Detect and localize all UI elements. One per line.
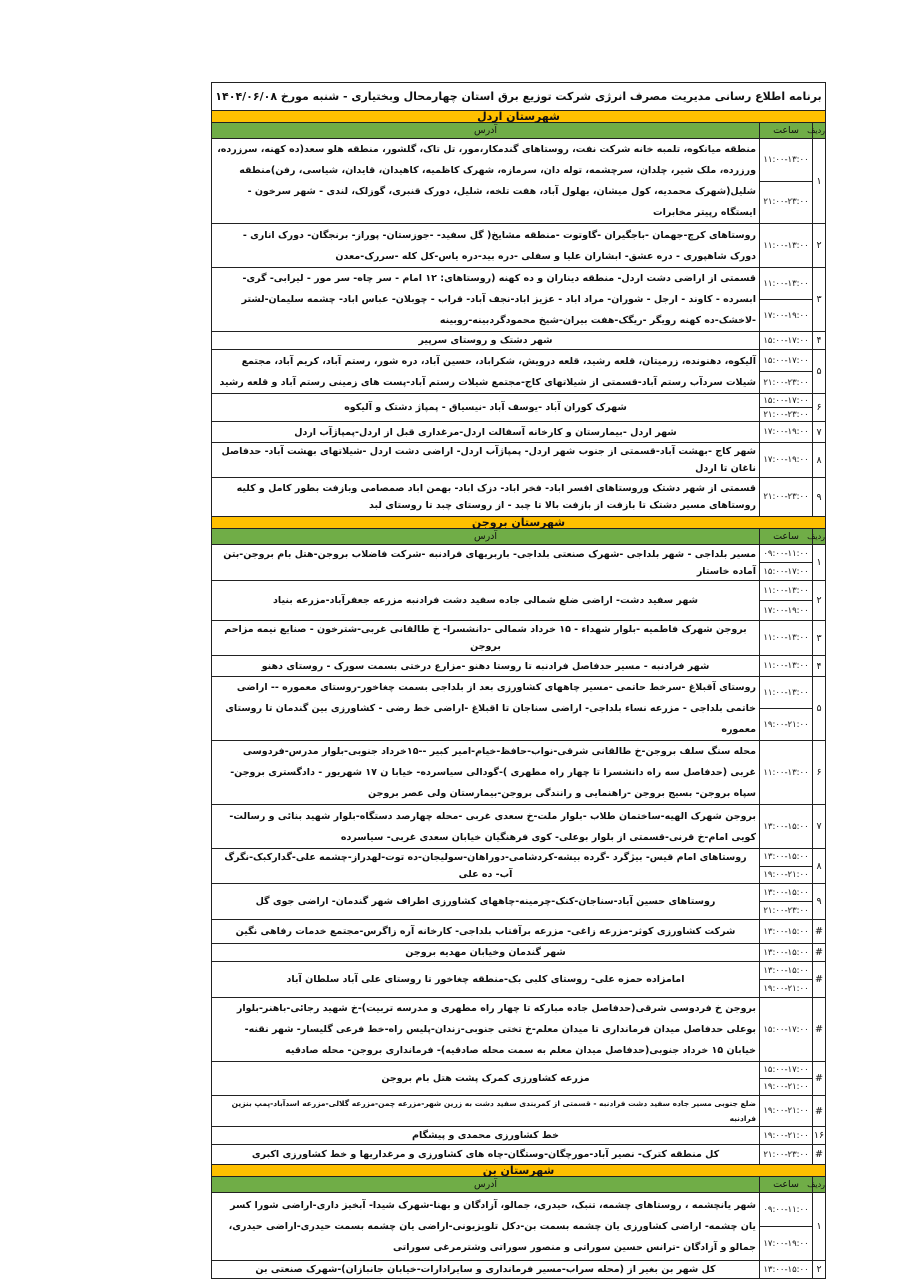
address-cell: شهر دشتک و روستای سرپیر	[212, 332, 760, 350]
table-row	[212, 478, 826, 517]
time-slot: ۱۵:۰۰-۱۷:۰۰	[760, 563, 813, 581]
address-cell: شهرک کوران آباد -یوسف آباد -نیسیاق - پمپاژ دشتک و آلیکوه	[212, 394, 760, 422]
row-number: #	[813, 944, 826, 962]
row-number: ۲	[813, 581, 826, 621]
address-cell: بروجن شهرک فاطمیه -بلوار شهداء - ۱۵ خرداد شمالی -دانشسرا- خ طالقانی غربی-شترخون - صنایع نیمه مزاحم بروجن	[212, 621, 760, 656]
time-slot: ۱۳:۰۰-۱۵:۰۰	[760, 962, 813, 980]
address-cell: روستای آقبلاغ -سرخط حاتمی -مسیر چاههای کشاورزی بعد از بلداجی بسمت چغاخور-روستای معموره -- اراضی خاتمی بلداجی - مزرعه نساء بلداجی- اراضی سناجان تا اقبلاغ -اراضی خط رضی - کشاورزی بین گندمان تا روستای معموره	[212, 677, 760, 741]
row-number: ۱	[813, 1193, 826, 1261]
row-number: ۶	[813, 741, 826, 805]
table-row	[212, 224, 826, 268]
address-cell: کل منطقه کترک- نصیر آباد-مورچگان-وستگان-چاه های کشاورزی و مرغداریها و خط کشاورزی اکبری	[212, 1145, 760, 1165]
address-cell: قسمتی از اراضی دشت اردل- منطقه دیناران و ده کهنه (روستاهای: ۱۲ امام - سر چاه- سر مور - لیرابی- گری- ابسرده - کاوند - ارجل - شوران- مراد اباد - عزیز اباد-نجف آباد- قراب - چوبلان- عباس اباد- چشمه سلیمان-لشتر -لاخشک-ده کهنه رویگر -ریگک-هفت بیران-شیخ محمودگردبینه-روبینه	[212, 268, 760, 332]
column-header-time: ساعت	[760, 123, 813, 139]
schedule-table	[211, 82, 826, 1279]
address-cell: شهر گندمان وخیابان مهدیه بروجن	[212, 944, 760, 962]
row-number: ۴	[813, 332, 826, 350]
address-cell: آلیکوه، دهنونده، زرمیتان، قلعه رشید، قلعه درویش، شکراباد، حسین آباد، دره شور، رستم آباد، کریم آباد، مجتمع شیلات سردآب رستم آباد-قسمتی از شیلاتهای کاج-مجتمع شیلات رستم آباد-پست های زمینی رستم آباد و قلعه رشید	[212, 350, 760, 394]
time-slot: ۱۷:۰۰-۱۹:۰۰	[760, 422, 813, 443]
table-row	[212, 621, 826, 656]
time-slot: ۱۵:۰۰-۱۷:۰۰	[760, 998, 813, 1062]
table-row	[212, 350, 826, 372]
county-header: شهرستان بن	[212, 1165, 826, 1177]
time-slot: ۱۱:۰۰-۱۳:۰۰	[760, 139, 813, 182]
table-row	[212, 962, 826, 980]
table-row	[212, 332, 826, 350]
time-slot: ۰۹:۰۰-۱۱:۰۰	[760, 1193, 813, 1227]
address-cell: امامزاده حمزه علی- روستای کلبی بک-منطقه چغاخور تا روستای علی آباد سلطان آباد	[212, 962, 760, 998]
row-number: ۷	[813, 422, 826, 443]
time-slot: ۰۹:۰۰-۱۱:۰۰	[760, 545, 813, 563]
table-row	[212, 1145, 826, 1165]
county-header: شهرستان اردل	[212, 111, 826, 123]
address-cell: مزرعه کشاورزی کمرک پشت هتل بام بروجن	[212, 1062, 760, 1096]
outage-schedule-sheet	[211, 82, 826, 1279]
column-header-time: ساعت	[760, 529, 813, 545]
table-row	[212, 139, 826, 182]
time-slot: ۱۹:۰۰-۲۱:۰۰	[760, 1079, 813, 1096]
time-slot: ۲۱:۰۰-۲۳:۰۰	[760, 181, 813, 224]
time-slot: ۱۵:۰۰-۱۷:۰۰	[760, 332, 813, 350]
time-slot: ۱۱:۰۰-۱۳:۰۰	[760, 677, 813, 709]
address-cell: قسمتی از شهر دشتک وروستاهای افسر اباد- فخر اباد- دزک اباد- بهمن اباد صمصامی وبازفت بطور کامل و کلیه روستاهای مسیر دشتک تا بازفت از بازفت بالا تا چبد - از روستای چبد تا روستای لبد	[212, 478, 760, 517]
time-slot: ۲۱:۰۰-۲۳:۰۰	[760, 478, 813, 517]
row-number: ۹	[813, 884, 826, 920]
time-slot: ۱۹:۰۰-۲۱:۰۰	[760, 1127, 813, 1145]
row-number: ۱	[813, 545, 826, 581]
table-row	[212, 268, 826, 300]
table-row	[212, 741, 826, 805]
row-number: ۸	[813, 443, 826, 478]
column-header-address: آدرس	[212, 123, 760, 139]
table-row	[212, 1127, 826, 1145]
table-row	[212, 884, 826, 902]
time-slot: ۱۳:۰۰-۱۵:۰۰	[760, 920, 813, 944]
address-cell: شرکت کشاورزی کوثر-مزرعه زاغی- مزرعه برآفتاب بلداجی- کارخانه آره زاگرس-مجتمع خدمات رفاهی نگین	[212, 920, 760, 944]
county-header: شهرستان بروجن	[212, 517, 826, 529]
row-number: ۹	[813, 478, 826, 517]
time-slot: ۱۱:۰۰-۱۳:۰۰	[760, 224, 813, 268]
time-slot: ۱۱:۰۰-۱۳:۰۰	[760, 581, 813, 601]
table-row	[212, 944, 826, 962]
table-row	[212, 1062, 826, 1079]
column-header-row: ردیف	[813, 1177, 826, 1193]
row-number: ۸	[813, 849, 826, 884]
column-header-address: آدرس	[212, 529, 760, 545]
time-slot: ۱۳:۰۰-۱۵:۰۰	[760, 849, 813, 867]
address-cell: خط کشاورزی محمدی و پیشگام	[212, 1127, 760, 1145]
row-number: ۵	[813, 677, 826, 741]
row-number: #	[813, 998, 826, 1062]
time-slot: ۲۱:۰۰-۲۳:۰۰	[760, 372, 813, 394]
time-slot: ۱۳:۰۰-۱۵:۰۰	[760, 884, 813, 902]
table-row	[212, 443, 826, 478]
address-cell: شهر فرادنبه - مسیر حدفاصل فرادنبه تا روستا دهنو -مزارع درختی بسمت سورک - روستای دهنو	[212, 656, 760, 677]
row-number: ۱	[813, 139, 826, 224]
document-title: برنامه اطلاع رسانی مدیریت مصرف انرژی شرکت توزیع برق استان چهارمحال وبختیاری - شنبه مورخ ۱۴۰۴/۰۶/۰۸	[212, 83, 826, 111]
address-cell: محله سنگ سلف بروجن-خ طالقانی شرقی-نواب-حافظ-خیام-امیر کبیر --۱۵خرداد جنوبی-بلوار مدرس-فردوسی غربی (حدفاصل سه راه دانشسرا تا چهار راه مطهری )-گودالی سیاسرده- خیابا ن ۱۷ شهریور - دادگستری بروجن- سپاه بروجن- بسیج بروجن -راهنمایی و رانندگی بروجن-بیمارستان ولی عصر بروجن	[212, 741, 760, 805]
column-header-time: ساعت	[760, 1177, 813, 1193]
row-number: ۳	[813, 621, 826, 656]
column-header-row: ردیف	[813, 123, 826, 139]
table-row	[212, 998, 826, 1062]
row-number: ۷	[813, 805, 826, 849]
table-row	[212, 849, 826, 867]
column-header-row: ردیف	[813, 529, 826, 545]
address-cell: شهر اردل -بیمارستان و کارخانه آسفالت اردل-مرغداری قبل از اردل-پمپاژآب اردل	[212, 422, 760, 443]
table-row	[212, 656, 826, 677]
time-slot: ۲۱:۰۰-۲۳:۰۰	[760, 408, 813, 422]
time-slot: ۱۷:۰۰-۱۹:۰۰	[760, 443, 813, 478]
address-cell: روستاهای کرچ-جهمان -باجگیران -گاوتوت -منطقه مشایخ( گل سفید- -جوزستان- پوراز- برنجگان- دورک اناری - دورک شاهپوری - دره عشق- ابشاران علیا و سفلی -دره بید-دره یاس-کل کله -سررک-معدن	[212, 224, 760, 268]
table-row	[212, 677, 826, 709]
table-row	[212, 394, 826, 408]
table-row	[212, 545, 826, 563]
row-number: ۱۶	[813, 1127, 826, 1145]
time-slot: ۲۱:۰۰-۲۳:۰۰	[760, 902, 813, 920]
table-row	[212, 1096, 826, 1127]
address-cell: بروجن خ فردوسی شرقی(حدفاصل جاده مبارکه تا چهار راه مطهری و مدرسه تربیت)-خ شهید رجائی-باهنر-بلوار بوعلی حدفاصل میدان فرمانداری تا میدان معلم-خ تختی جنوبی-زندان-پلیس راه-خط فرعی گلیسار- شهر نقنه- خیابان ۱۵ خرداد جنوبی(حدفاصل میدان معلم به سمت محله صادقیه)- فرمانداری بروجن- محله صادقیه	[212, 998, 760, 1062]
row-number: ۶	[813, 394, 826, 422]
address-cell: مسیر بلداجی - شهر بلداجی -شهرک صنعتی بلداجی- باربریهای فرادنبه -شرکت فاضلاب بروجن-هتل بام بروجن-بتن آماده خاستار	[212, 545, 760, 581]
address-cell: روستاهای امام قیس- بیژگرد -گرده بیشه-کردشامی-دوراهان-سولیجان-ده توت-لهدراز-چشمه علی-گدارکبک-نگرگ آب- ده علی	[212, 849, 760, 884]
column-header-address: آدرس	[212, 1177, 760, 1193]
address-cell: بروجن شهرک الهیه-ساختمان طلاب -بلوار ملت-خ سعدی غربی -محله چهارصد دستگاه-بلوار شهید بنائی و رسالت-کویی امام-خ قرنی-قسمتی از بلوار بوعلی- کوی فرهنگیان خیابان سعدی غربی- سیاسرده	[212, 805, 760, 849]
time-slot: ۱۳:۰۰-۱۵:۰۰	[760, 805, 813, 849]
time-slot: ۱۱:۰۰-۱۳:۰۰	[760, 656, 813, 677]
time-slot: ۱۱:۰۰-۱۳:۰۰	[760, 741, 813, 805]
address-cell: کل شهر بن بغیر از (محله سراب-مسیر فرمانداری و سایرادارات-خیابان جانبازان)-شهرک صنعتی بن	[212, 1261, 760, 1279]
time-slot: ۱۵:۰۰-۱۷:۰۰	[760, 394, 813, 408]
row-number: #	[813, 1062, 826, 1096]
time-slot: ۲۱:۰۰-۲۳:۰۰	[760, 1145, 813, 1165]
time-slot: ۱۵:۰۰-۱۷:۰۰	[760, 350, 813, 372]
time-slot: ۱۹:۰۰-۲۱:۰۰	[760, 1096, 813, 1127]
row-number: ۲	[813, 1261, 826, 1279]
table-row	[212, 805, 826, 849]
table-row	[212, 581, 826, 601]
row-number: #	[813, 920, 826, 944]
address-cell: شهر سفید دشت- اراضی ضلع شمالی جاده سفید دشت فرادنبه مزرعه جعفرآباد-مزرعه بنیاد	[212, 581, 760, 621]
address-cell: شهر یانچشمه ، روستاهای چشمه، تنبک، حیدری، جمالو، آزادگان و بهنا-شهرک شیدا- آبخیز داری-اراضی شورا کسر یان چشمه- اراضی کشاورزی یان چشمه بسمت بن-دکل تلویزیونی-اراضی یان چشمه بسمت حیدری-اراضی حیدری، جمالو و آزادگان -ترانس حسین سوراتی و منصور سوراتی وشترمرغی سوراتی	[212, 1193, 760, 1261]
time-slot: ۱۷:۰۰-۱۹:۰۰	[760, 300, 813, 332]
row-number: #	[813, 1145, 826, 1165]
time-slot: ۱۷:۰۰-۱۹:۰۰	[760, 601, 813, 621]
row-number: ۳	[813, 268, 826, 332]
table-row	[212, 1193, 826, 1227]
address-cell: شهر کاج -بهشت آباد-قسمتی از جنوب شهر اردل- پمپاژآب اردل- اراضی دشت اردل -شیلاتهای بهشت آباد- حدفاصل ناغان تا اردل	[212, 443, 760, 478]
row-number: ۴	[813, 656, 826, 677]
time-slot: ۱۳:۰۰-۱۵:۰۰	[760, 1261, 813, 1279]
time-slot: ۱۹:۰۰-۲۱:۰۰	[760, 866, 813, 884]
address-cell: منطقه میانکوه، تلمبه خانه شرکت نفت، روستاهای گندمکار،مور، تل تاک، گلشور، منطقه هلو سعد(ده کهنه، سرزرده، ورزرده، ملک شیر، چلدان، سرچشمه، توله دان، سرمازه، شهرک کاظمیه، کاهیدان، قایدان، شیاسی، رفن)منطقه شلیل(شهرک محمدیه، کول میشان، بهلول آباد، هفت تلخه، شلیل، دورک قنبری، گوزلک، لندی - شهر سرخون - ایستگاه رپیتر مخابرات	[212, 139, 760, 224]
row-number: ۵	[813, 350, 826, 394]
row-number: #	[813, 1096, 826, 1127]
address-cell: ضلع جنوبی مسیر جاده سفید دشت فرادنبه - قسمتی از کمربندی سفید دشت به زرین شهر-مزرعه چمن-مزرعه گلالی-مزرعه اسدآباد-پمپ بنزین فرادنبه	[212, 1096, 760, 1127]
time-slot: ۱۹:۰۰-۲۱:۰۰	[760, 709, 813, 741]
time-slot: ۱۹:۰۰-۲۱:۰۰	[760, 980, 813, 998]
table-row	[212, 1261, 826, 1279]
address-cell: روستاهای حسین آباد-سناجان-کنک-چرمینه-چاههای کشاورزی اطراف شهر گندمان- اراضی جوی گل	[212, 884, 760, 920]
table-row	[212, 422, 826, 443]
table-row	[212, 920, 826, 944]
time-slot: ۱۱:۰۰-۱۳:۰۰	[760, 621, 813, 656]
time-slot: ۱۳:۰۰-۱۵:۰۰	[760, 944, 813, 962]
time-slot: ۱۷:۰۰-۱۹:۰۰	[760, 1227, 813, 1261]
time-slot: ۱۱:۰۰-۱۳:۰۰	[760, 268, 813, 300]
time-slot: ۱۵:۰۰-۱۷:۰۰	[760, 1062, 813, 1079]
row-number: ۲	[813, 224, 826, 268]
row-number: #	[813, 962, 826, 998]
